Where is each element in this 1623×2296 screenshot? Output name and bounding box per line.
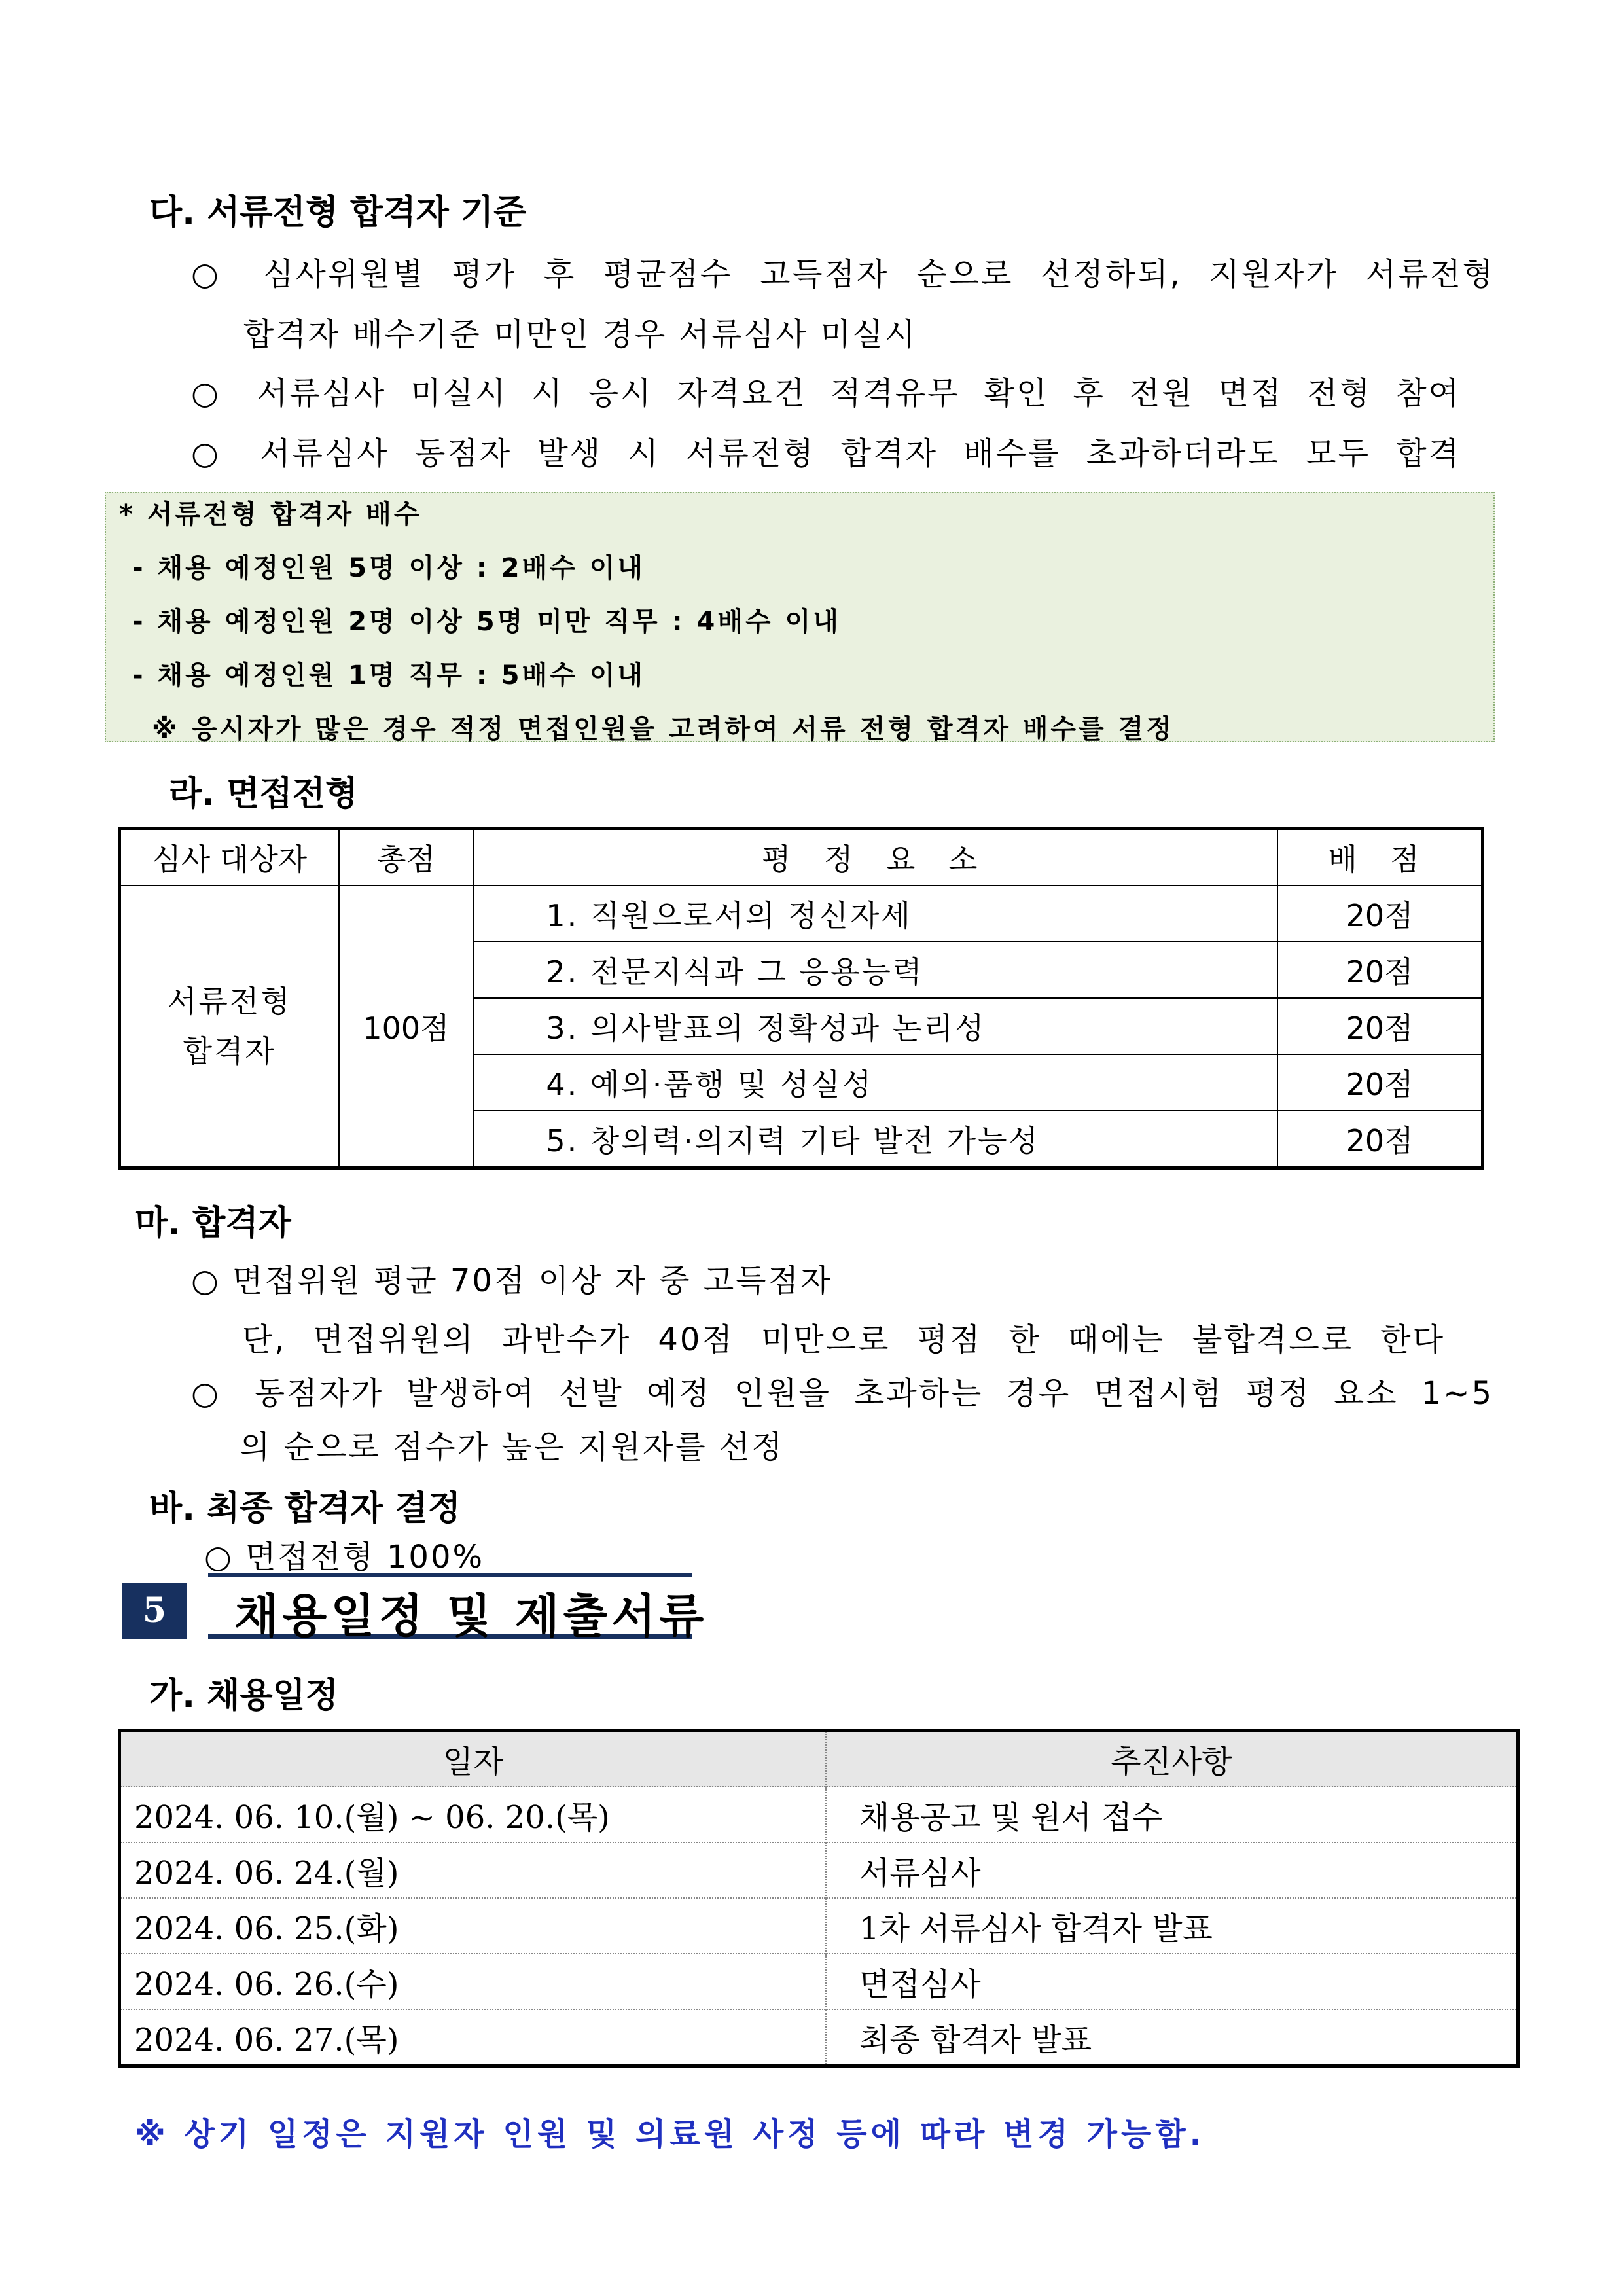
- note-line-1: - 채용 예정인원 5명 이상 : 2배수 이내: [132, 553, 646, 583]
- section-ma-bullet-2: ○ 동점자가 발생하여 선발 예정 인원을 초과하는 경우 면접시험 평정 요소 1~5: [191, 1375, 1493, 1412]
- table-row: [120, 2009, 1518, 2066]
- header-date: 일자: [120, 1731, 827, 1787]
- criteria-item: 3. 의사발표의 정확성과 논리성: [473, 998, 1277, 1054]
- header-score: 배 점: [1277, 829, 1482, 886]
- criteria-item: 2. 전문지식과 그 응용능력: [473, 942, 1277, 998]
- section-da-bullet-1: ○ 심사위원별 평가 후 평균점수 고득점자 순으로 선정하되, 지원자가 서류전형: [191, 256, 1495, 293]
- total-cell: 100점: [339, 886, 474, 1168]
- target-cell: 서류전형 합격자: [120, 886, 339, 1168]
- passer-multiple-note-box: [105, 492, 1495, 742]
- section-da-bullet-2: ○ 서류심사 미실시 시 응시 자격요건 적격유무 확인 후 전원 면접 전형 참여: [191, 375, 1461, 412]
- header-total: 총점: [339, 829, 474, 886]
- schedule-task: 최종 합격자 발표: [826, 2009, 1518, 2066]
- section-ra-heading: 라. 면접전형: [169, 774, 359, 814]
- criteria-score: 20점: [1277, 886, 1482, 942]
- section-ba-bullet-1: ○ 면접전형 100%: [204, 1539, 485, 1575]
- schedule-table: [118, 1729, 1520, 2068]
- criteria-score: 20점: [1277, 1054, 1482, 1111]
- section-5-number: 5: [122, 1583, 187, 1639]
- schedule-footnote: ※ 상기 일정은 지원자 인원 및 의료원 사정 등에 따라 변경 가능함.: [135, 2116, 1205, 2153]
- schedule-date: 2024. 06. 25.(화): [120, 1898, 827, 1954]
- header-target: 심사 대상자: [120, 829, 339, 886]
- note-title: * 서류전형 합격자 배수: [119, 499, 422, 529]
- section-ma-heading: 마. 합격자: [135, 1204, 291, 1243]
- criteria-score: 20점: [1277, 998, 1482, 1054]
- section-5-title: 채용일정 및 제출서류: [234, 1589, 708, 1643]
- schedule-date: 2024. 06. 10.(월) ~ 06. 20.(목): [120, 1787, 827, 1842]
- schedule-task: 서류심사: [826, 1842, 1518, 1898]
- header-criteria: 평 정 요 소: [473, 829, 1277, 886]
- section-da-bullet-3: ○ 서류심사 동점자 발생 시 서류전형 합격자 배수를 초과하더라도 모두 합격: [191, 435, 1461, 472]
- schedule-task: 채용공고 및 원서 접수: [826, 1787, 1518, 1842]
- schedule-task: 면접심사: [826, 1954, 1518, 2009]
- schedule-task: 1차 서류심사 합격자 발표: [826, 1898, 1518, 1954]
- section-5-title-bar: [208, 1573, 708, 1643]
- schedule-date: 2024. 06. 26.(수): [120, 1954, 827, 2009]
- schedule-header-row: [120, 1731, 1518, 1787]
- section-ma-bullet-1: ○ 면접위원 평균 70점 이상 자 중 고득점자: [191, 1263, 833, 1299]
- criteria-item: 5. 창의력·의지력 기타 발전 가능성: [473, 1111, 1277, 1168]
- table-row: [120, 1842, 1518, 1898]
- section-ma-bullet-2-cont: 의 순으로 점수가 높은 지원자를 선정: [240, 1429, 784, 1465]
- criteria-item: 1. 직원으로서의 정신자세: [473, 886, 1277, 942]
- interview-criteria-table: [118, 827, 1484, 1170]
- note-line-4: ※ 응시자가 많은 경우 적정 면접인원을 고려하여 서류 전형 합격자 배수를 결정: [152, 714, 1174, 744]
- section-ba-heading: 바. 최종 합격자 결정: [149, 1489, 461, 1528]
- criteria-score: 20점: [1277, 942, 1482, 998]
- section-ga-heading: 가. 채용일정: [149, 1676, 339, 1715]
- table-row: [120, 886, 1483, 942]
- schedule-date: 2024. 06. 27.(목): [120, 2009, 827, 2066]
- table-row: [120, 1954, 1518, 2009]
- note-line-3: - 채용 예정인원 1명 직무 : 5배수 이내: [132, 660, 646, 691]
- section-ma-bullet-1-sub: 단, 면접위원의 과반수가 40점 미만으로 평점 한 때에는 불합격으로 한다: [242, 1321, 1445, 1358]
- table-row: [120, 1787, 1518, 1842]
- criteria-score: 20점: [1277, 1111, 1482, 1168]
- criteria-item: 4. 예의·품행 및 성실성: [473, 1054, 1277, 1111]
- table-row: [120, 1898, 1518, 1954]
- header-task: 추진사항: [826, 1731, 1518, 1787]
- table-header-row: [120, 829, 1483, 886]
- note-line-2: - 채용 예정인원 2명 이상 5명 미만 직무 : 4배수 이내: [132, 607, 841, 637]
- section-da-bullet-1-cont: 합격자 배수기준 미만인 경우 서류심사 미실시: [243, 316, 918, 353]
- schedule-date: 2024. 06. 24.(월): [120, 1842, 827, 1898]
- section-da-heading: 다. 서류전형 합격자 기준: [149, 193, 527, 232]
